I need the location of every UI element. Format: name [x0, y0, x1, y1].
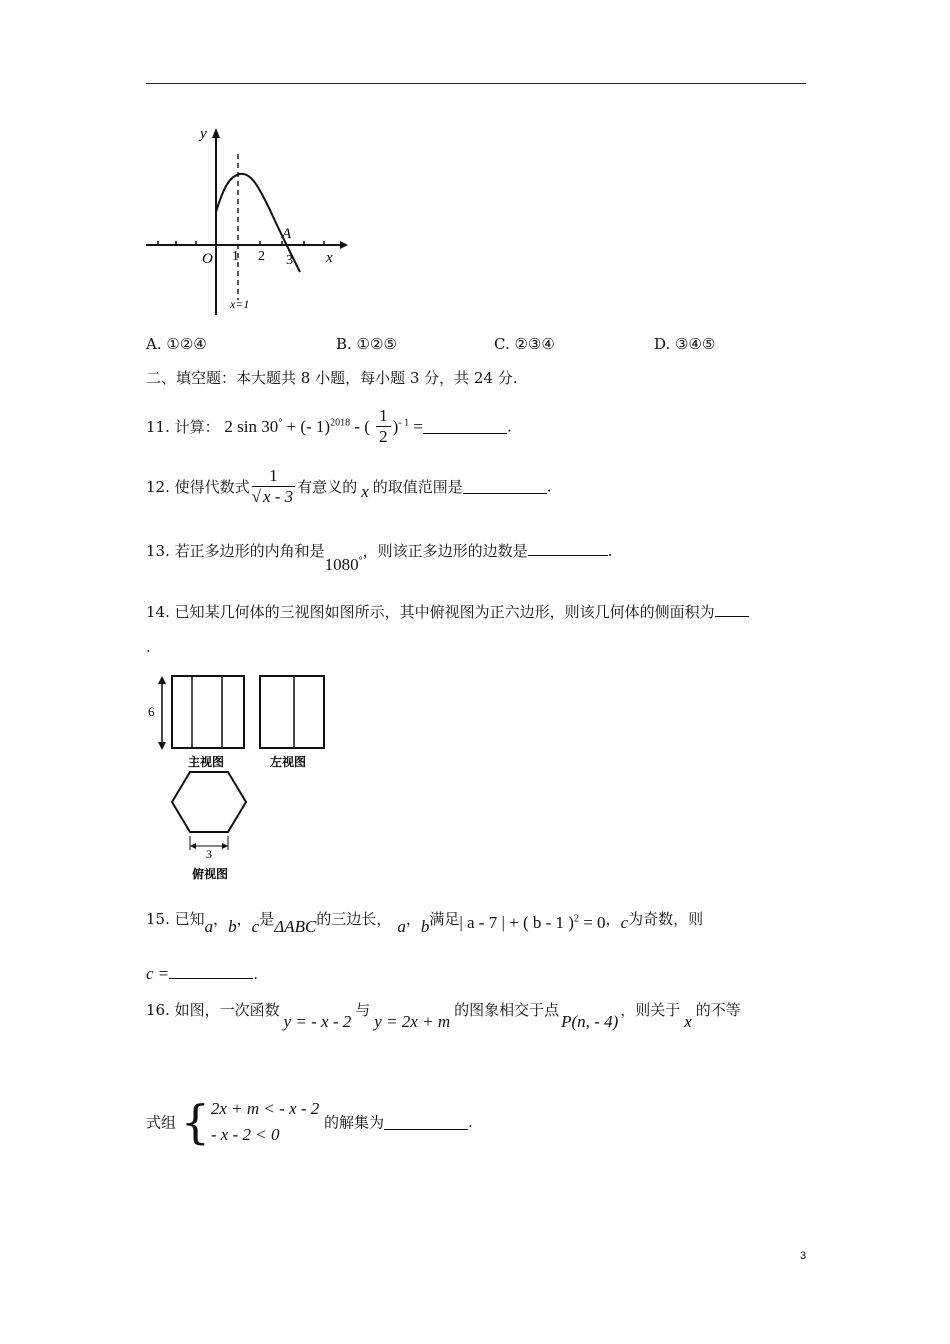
tick-label-1: 1 — [232, 249, 239, 264]
q12-var: x — [361, 481, 369, 501]
section-heading: 二、填空题：本大题共 8 小题，每小题 3 分，共 24 分. — [146, 369, 518, 387]
q13-answer-blank[interactable] — [528, 541, 608, 556]
q15-c2: c — [620, 913, 629, 932]
q13-prefix: 13. 若正多边形的内角和是 — [146, 542, 325, 560]
origin-label: O — [202, 251, 213, 267]
tick-label-3: 3 — [286, 253, 293, 268]
q12-prefix: 12. 使得代数式 — [146, 478, 250, 496]
option-d: D. ③④⑤ — [654, 335, 716, 353]
q11-num: 1 — [376, 406, 391, 427]
q11-exp2018: 2018 — [330, 416, 351, 428]
q15-b2: b — [420, 917, 430, 936]
q15-b: b — [228, 917, 237, 936]
q11-expr2: + (- 1) — [282, 416, 331, 436]
x-axis-label: x — [326, 250, 333, 266]
q15-eq2: = 0 — [578, 913, 606, 932]
q11-answer-blank[interactable] — [423, 419, 507, 434]
q16-var: x — [684, 1012, 692, 1031]
q12-fraction: $\frac{1}{√ x - 3}$ — [251, 466, 294, 506]
q11-exp-neg1: - 1 — [398, 416, 410, 428]
y-axis-label: y — [200, 126, 207, 142]
q15-eq: | a - 7 | + ( b - 1 ) — [459, 913, 574, 932]
q15-comma-1: ， — [213, 910, 229, 928]
q11-den: 2 — [379, 427, 388, 446]
q14-text: 14. 已知某几何体的三视图如图所示，其中俯视图为正六边形，则该几何体的侧面积为 — [146, 603, 715, 621]
q16-line2: 式组 { 2x + m < - x - 2 - x - 2 < 0 的解集为 . — [146, 1095, 473, 1149]
q16-answer-blank[interactable] — [384, 1115, 468, 1130]
q11-deg: ° — [278, 416, 283, 428]
q15-sq: 2 — [573, 913, 579, 925]
question-15 — [146, 908, 704, 936]
page-number: 3 — [800, 1250, 807, 1262]
left-view-label: 左视图 — [270, 755, 307, 769]
q15-comma-2: ， — [236, 910, 252, 928]
q16-tail: 的不等 — [695, 1001, 741, 1019]
point-a-label: A — [282, 226, 292, 242]
q16-suffix: ，则关于 — [620, 1001, 681, 1019]
q16-and: 与 — [355, 1001, 371, 1019]
q11-expr4: ) — [392, 416, 399, 436]
q11-prefix: 11. 计算： — [146, 418, 220, 436]
q11-expr3: - ( — [350, 416, 370, 436]
q15-comma-3: ， — [405, 910, 421, 928]
q16-solution: 的解集为 — [324, 1113, 385, 1132]
q15-end: . — [253, 965, 259, 983]
q15-line2 — [146, 964, 258, 984]
q12-suffix: 的取值范围是 — [372, 478, 463, 496]
q15-a: a — [204, 917, 214, 936]
q16-ineq1: 2x + m < - x - 2 — [210, 1099, 320, 1118]
option-a: A. ①②④ — [146, 335, 207, 353]
q11-fraction — [376, 406, 391, 447]
q15-c-eq: c = — [146, 964, 170, 983]
question-12 — [146, 466, 552, 507]
q12-num: 1 — [252, 466, 296, 487]
q16-ineq2: - x - 2 < 0 — [210, 1125, 280, 1144]
q16-mid: 的图象相交于点 — [454, 1001, 560, 1019]
question-16 — [146, 999, 741, 1031]
q15-a2: a — [397, 917, 406, 936]
q16-f2: y = 2x + m — [374, 1012, 451, 1031]
q12-radicand: x - 3 — [262, 487, 294, 506]
q14-end: . — [146, 638, 151, 656]
q16-prefix: 16. 如图，一次函数 — [146, 1001, 280, 1019]
q15-answer-blank[interactable] — [169, 964, 253, 979]
q14-answer-blank[interactable] — [715, 602, 749, 617]
q16-point: P(n, - 4) — [561, 1012, 619, 1031]
line-x1-label: x=1 — [230, 297, 250, 311]
q12-mid: 有意义的 — [297, 478, 358, 496]
option-b: B. ①②⑤ — [336, 335, 397, 353]
option-c: C. ②③④ — [494, 335, 555, 353]
question-13 — [146, 540, 613, 574]
top-view-label: 俯视图 — [192, 867, 229, 881]
question-11 — [146, 406, 512, 447]
q15-c: c — [251, 917, 260, 936]
q15-triangle: ΔABC — [274, 917, 317, 936]
q13-deg: ° — [358, 555, 363, 567]
three-view-diagram — [140, 668, 340, 884]
height-label: 6 — [148, 704, 155, 719]
q11-end: . — [507, 417, 512, 436]
q16-f1: y = - x - 2 — [283, 1012, 352, 1031]
q13-value: 1080 — [324, 555, 359, 574]
header-rule — [146, 83, 806, 84]
width-label: 3 — [206, 847, 212, 861]
q15-is: 是 — [259, 910, 275, 928]
q11-expr1: 2 sin 30 — [224, 416, 279, 436]
q15-comma-4: ， — [605, 910, 621, 928]
question-14 — [146, 601, 749, 622]
tick-label-2: 2 — [258, 249, 265, 264]
q12-answer-blank[interactable] — [463, 479, 547, 494]
q13-end: . — [607, 542, 613, 560]
q15-sides: 的三边长， — [316, 910, 392, 928]
q13-suffix: ，则该正多边形的边数是 — [362, 542, 528, 560]
front-view-label: 主视图 — [188, 755, 225, 769]
q16-end: . — [468, 1113, 473, 1131]
q16-line2-prefix: 式组 — [146, 1113, 177, 1132]
q15-satisfy: 满足 — [429, 910, 460, 928]
q11-expr5: = — [409, 416, 424, 436]
q12-end: . — [546, 477, 552, 496]
function-graph — [140, 120, 360, 320]
q15-odd: 为奇数，则 — [628, 910, 704, 928]
q15-prefix: 15. 已知 — [146, 910, 205, 928]
